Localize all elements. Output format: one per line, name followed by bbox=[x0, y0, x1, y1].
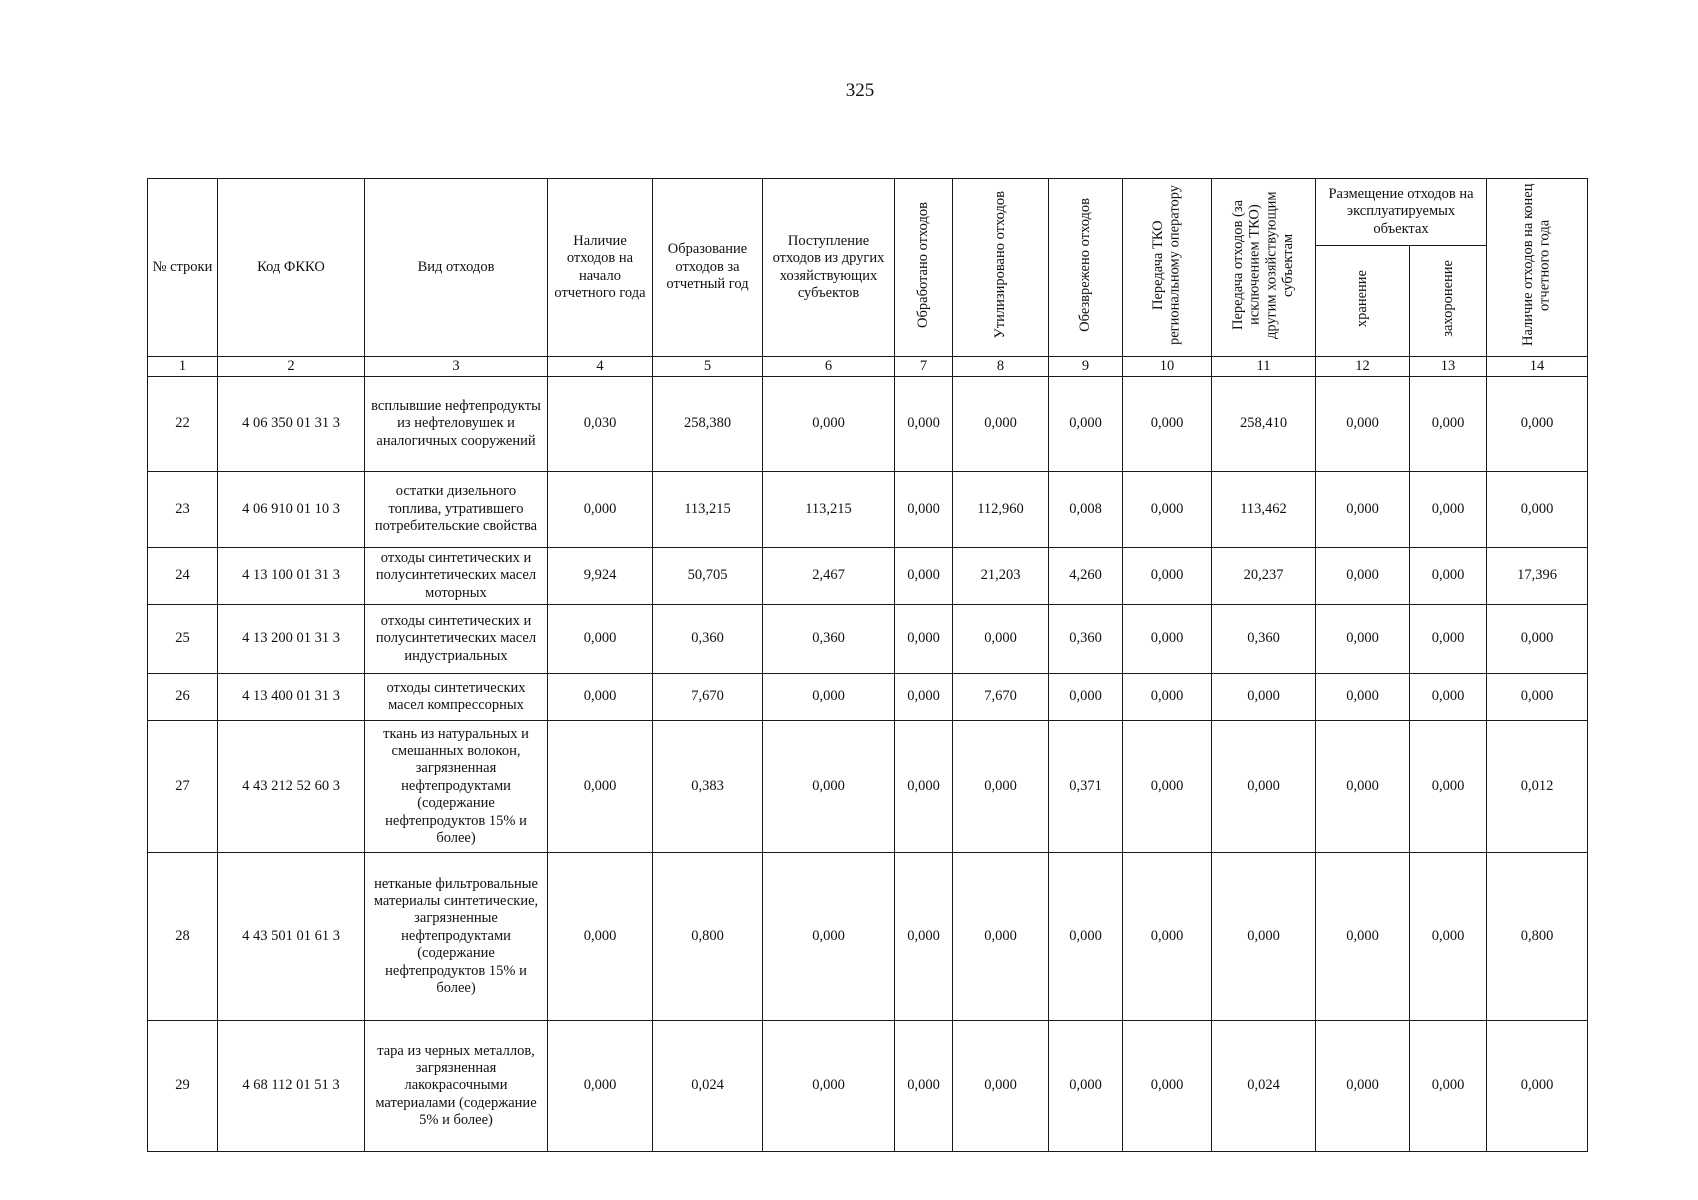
utilized: 21,203 bbox=[953, 548, 1049, 605]
header-end-balance-text: Наличие отходов на конец отчетного года bbox=[1520, 183, 1554, 347]
column-number: 11 bbox=[1212, 357, 1316, 377]
tko-transfer: 0,000 bbox=[1123, 605, 1212, 674]
header-transfer-other-text: Передача отходов (за исключением ТКО) другим хозяйствующим субъектам bbox=[1230, 191, 1297, 339]
row-number: 28 bbox=[148, 853, 218, 1021]
row-number: 29 bbox=[148, 1021, 218, 1152]
header-processed bbox=[895, 179, 953, 357]
neutralized: 0,371 bbox=[1049, 721, 1123, 853]
header-waste-kind: Вид отходов bbox=[365, 179, 548, 357]
table-row bbox=[148, 472, 1588, 548]
header-transfer-other bbox=[1212, 179, 1316, 357]
row-number: 22 bbox=[148, 377, 218, 472]
burial: 0,000 bbox=[1410, 605, 1487, 674]
burial: 0,000 bbox=[1410, 548, 1487, 605]
received: 0,360 bbox=[763, 605, 895, 674]
generated: 0,024 bbox=[653, 1021, 763, 1152]
row-number: 24 bbox=[148, 548, 218, 605]
header-storage-text: хранение bbox=[1354, 269, 1371, 327]
generated: 0,360 bbox=[653, 605, 763, 674]
waste-table bbox=[147, 178, 1588, 1152]
transfer-other: 258,410 bbox=[1212, 377, 1316, 472]
received: 0,000 bbox=[763, 1021, 895, 1152]
start-balance: 0,000 bbox=[548, 605, 653, 674]
burial: 0,000 bbox=[1410, 674, 1487, 721]
neutralized: 0,360 bbox=[1049, 605, 1123, 674]
transfer-other: 0,024 bbox=[1212, 1021, 1316, 1152]
end-balance: 0,000 bbox=[1487, 1021, 1588, 1152]
table-row bbox=[148, 721, 1588, 853]
storage: 0,000 bbox=[1316, 1021, 1410, 1152]
row-number: 27 bbox=[148, 721, 218, 853]
table-row bbox=[148, 1021, 1588, 1152]
burial: 0,000 bbox=[1410, 1021, 1487, 1152]
column-number: 8 bbox=[953, 357, 1049, 377]
table-row bbox=[148, 548, 1588, 605]
header-tko-transfer-text: Передача ТКО региональному оператору bbox=[1150, 184, 1183, 345]
header-neutralized-text: Обезврежено отходов bbox=[1077, 197, 1094, 332]
waste-kind: отходы синтетических масел компрессорных bbox=[365, 674, 548, 721]
header-processed-text: Обработано отходов bbox=[915, 201, 932, 328]
processed: 0,000 bbox=[895, 377, 953, 472]
processed: 0,000 bbox=[895, 1021, 953, 1152]
transfer-other: 0,360 bbox=[1212, 605, 1316, 674]
column-number: 1 bbox=[148, 357, 218, 377]
generated: 50,705 bbox=[653, 548, 763, 605]
storage: 0,000 bbox=[1316, 377, 1410, 472]
neutralized: 0,000 bbox=[1049, 674, 1123, 721]
processed: 0,000 bbox=[895, 548, 953, 605]
column-number-row bbox=[148, 357, 1588, 377]
fkko-code: 4 13 100 01 31 3 bbox=[218, 548, 365, 605]
header-burial-text: захоронение bbox=[1439, 259, 1456, 337]
transfer-other: 0,000 bbox=[1212, 721, 1316, 853]
header-generated: Образование отходов за отчетный год bbox=[653, 179, 763, 357]
storage: 0,000 bbox=[1316, 472, 1410, 548]
page-number: 325 bbox=[845, 80, 875, 101]
tko-transfer: 0,000 bbox=[1123, 853, 1212, 1021]
tko-transfer: 0,000 bbox=[1123, 472, 1212, 548]
header-tko-transfer bbox=[1123, 179, 1212, 357]
header-row-no: № строки bbox=[148, 179, 218, 357]
table-row bbox=[148, 674, 1588, 721]
received: 2,467 bbox=[763, 548, 895, 605]
utilized: 0,000 bbox=[953, 721, 1049, 853]
header-utilized-text: Утилизировано отходов bbox=[992, 191, 1009, 339]
transfer-other: 113,462 bbox=[1212, 472, 1316, 548]
transfer-other: 0,000 bbox=[1212, 674, 1316, 721]
column-number: 5 bbox=[653, 357, 763, 377]
burial: 0,000 bbox=[1410, 853, 1487, 1021]
processed: 0,000 bbox=[895, 674, 953, 721]
generated: 113,215 bbox=[653, 472, 763, 548]
waste-kind: всплывшие нефтепродукты из нефтеловушек и аналогичных сооружений bbox=[365, 377, 548, 472]
table-row bbox=[148, 377, 1588, 472]
processed: 0,000 bbox=[895, 472, 953, 548]
storage: 0,000 bbox=[1316, 853, 1410, 1021]
waste-kind: остатки дизельного топлива, утратившего потребительские свойства bbox=[365, 472, 548, 548]
processed: 0,000 bbox=[895, 853, 953, 1021]
column-number: 4 bbox=[548, 357, 653, 377]
waste-kind: тара из черных металлов, загрязненная лакокрасочными материалами (содержание 5% и более) bbox=[365, 1021, 548, 1152]
header-received: Поступление отходов из других хозяйствующих субъектов bbox=[763, 179, 895, 357]
waste-kind: нетканые фильтровальные материалы синтетические, загрязненные нефтепродуктами (содержание нефтепродуктов 15% и более) bbox=[365, 853, 548, 1021]
generated: 0,800 bbox=[653, 853, 763, 1021]
row-number: 25 bbox=[148, 605, 218, 674]
column-number: 13 bbox=[1410, 357, 1487, 377]
fkko-code: 4 06 350 01 31 3 bbox=[218, 377, 365, 472]
burial: 0,000 bbox=[1410, 377, 1487, 472]
neutralized: 4,260 bbox=[1049, 548, 1123, 605]
header-fkko-code: Код ФККО bbox=[218, 179, 365, 357]
burial: 0,000 bbox=[1410, 721, 1487, 853]
neutralized: 0,008 bbox=[1049, 472, 1123, 548]
tko-transfer: 0,000 bbox=[1123, 377, 1212, 472]
start-balance: 0,030 bbox=[548, 377, 653, 472]
start-balance: 0,000 bbox=[548, 721, 653, 853]
start-balance: 0,000 bbox=[548, 1021, 653, 1152]
end-balance: 0,000 bbox=[1487, 377, 1588, 472]
column-number: 10 bbox=[1123, 357, 1212, 377]
fkko-code: 4 43 501 01 61 3 bbox=[218, 853, 365, 1021]
end-balance: 0,000 bbox=[1487, 605, 1588, 674]
fkko-code: 4 13 400 01 31 3 bbox=[218, 674, 365, 721]
fkko-code: 4 68 112 01 51 3 bbox=[218, 1021, 365, 1152]
column-number: 14 bbox=[1487, 357, 1588, 377]
waste-kind: отходы синтетических и полусинтетических масел моторных bbox=[365, 548, 548, 605]
row-number: 23 bbox=[148, 472, 218, 548]
processed: 0,000 bbox=[895, 605, 953, 674]
table-body bbox=[148, 377, 1588, 1152]
header-end-balance bbox=[1487, 179, 1588, 357]
utilized: 0,000 bbox=[953, 377, 1049, 472]
column-number: 9 bbox=[1049, 357, 1123, 377]
burial: 0,000 bbox=[1410, 472, 1487, 548]
table-row bbox=[148, 605, 1588, 674]
fkko-code: 4 43 212 52 60 3 bbox=[218, 721, 365, 853]
storage: 0,000 bbox=[1316, 548, 1410, 605]
transfer-other: 0,000 bbox=[1212, 853, 1316, 1021]
received: 0,000 bbox=[763, 853, 895, 1021]
column-number: 2 bbox=[218, 357, 365, 377]
utilized: 112,960 bbox=[953, 472, 1049, 548]
header-placement-group: Размещение отходов на эксплуатируемых объектах bbox=[1316, 179, 1487, 246]
tko-transfer: 0,000 bbox=[1123, 674, 1212, 721]
processed: 0,000 bbox=[895, 721, 953, 853]
fkko-code: 4 06 910 01 10 3 bbox=[218, 472, 365, 548]
storage: 0,000 bbox=[1316, 721, 1410, 853]
tko-transfer: 0,000 bbox=[1123, 548, 1212, 605]
transfer-other: 20,237 bbox=[1212, 548, 1316, 605]
tko-transfer: 0,000 bbox=[1123, 1021, 1212, 1152]
generated: 258,380 bbox=[653, 377, 763, 472]
column-number: 3 bbox=[365, 357, 548, 377]
header-storage bbox=[1316, 246, 1410, 357]
column-number: 7 bbox=[895, 357, 953, 377]
start-balance: 9,924 bbox=[548, 548, 653, 605]
column-number: 6 bbox=[763, 357, 895, 377]
end-balance: 0,800 bbox=[1487, 853, 1588, 1021]
header-neutralized bbox=[1049, 179, 1123, 357]
utilized: 7,670 bbox=[953, 674, 1049, 721]
fkko-code: 4 13 200 01 31 3 bbox=[218, 605, 365, 674]
generated: 7,670 bbox=[653, 674, 763, 721]
utilized: 0,000 bbox=[953, 1021, 1049, 1152]
header-burial bbox=[1410, 246, 1487, 357]
end-balance: 0,012 bbox=[1487, 721, 1588, 853]
received: 0,000 bbox=[763, 674, 895, 721]
header-utilized bbox=[953, 179, 1049, 357]
received: 113,215 bbox=[763, 472, 895, 548]
utilized: 0,000 bbox=[953, 853, 1049, 1021]
column-number: 12 bbox=[1316, 357, 1410, 377]
table-header bbox=[148, 179, 1588, 377]
neutralized: 0,000 bbox=[1049, 1021, 1123, 1152]
end-balance: 0,000 bbox=[1487, 674, 1588, 721]
generated: 0,383 bbox=[653, 721, 763, 853]
storage: 0,000 bbox=[1316, 674, 1410, 721]
waste-kind: ткань из натуральных и смешанных волокон, загрязненная нефтепродуктами (содержание нефтепродуктов 15% и более) bbox=[365, 721, 548, 853]
received: 0,000 bbox=[763, 721, 895, 853]
end-balance: 17,396 bbox=[1487, 548, 1588, 605]
end-balance: 0,000 bbox=[1487, 472, 1588, 548]
start-balance: 0,000 bbox=[548, 853, 653, 1021]
header-start-balance: Наличие отходов на начало отчетного года bbox=[548, 179, 653, 357]
neutralized: 0,000 bbox=[1049, 853, 1123, 1021]
start-balance: 0,000 bbox=[548, 472, 653, 548]
tko-transfer: 0,000 bbox=[1123, 721, 1212, 853]
waste-kind: отходы синтетических и полусинтетических масел индустриальных bbox=[365, 605, 548, 674]
start-balance: 0,000 bbox=[548, 674, 653, 721]
neutralized: 0,000 bbox=[1049, 377, 1123, 472]
storage: 0,000 bbox=[1316, 605, 1410, 674]
received: 0,000 bbox=[763, 377, 895, 472]
row-number: 26 bbox=[148, 674, 218, 721]
utilized: 0,000 bbox=[953, 605, 1049, 674]
table-row bbox=[148, 853, 1588, 1021]
